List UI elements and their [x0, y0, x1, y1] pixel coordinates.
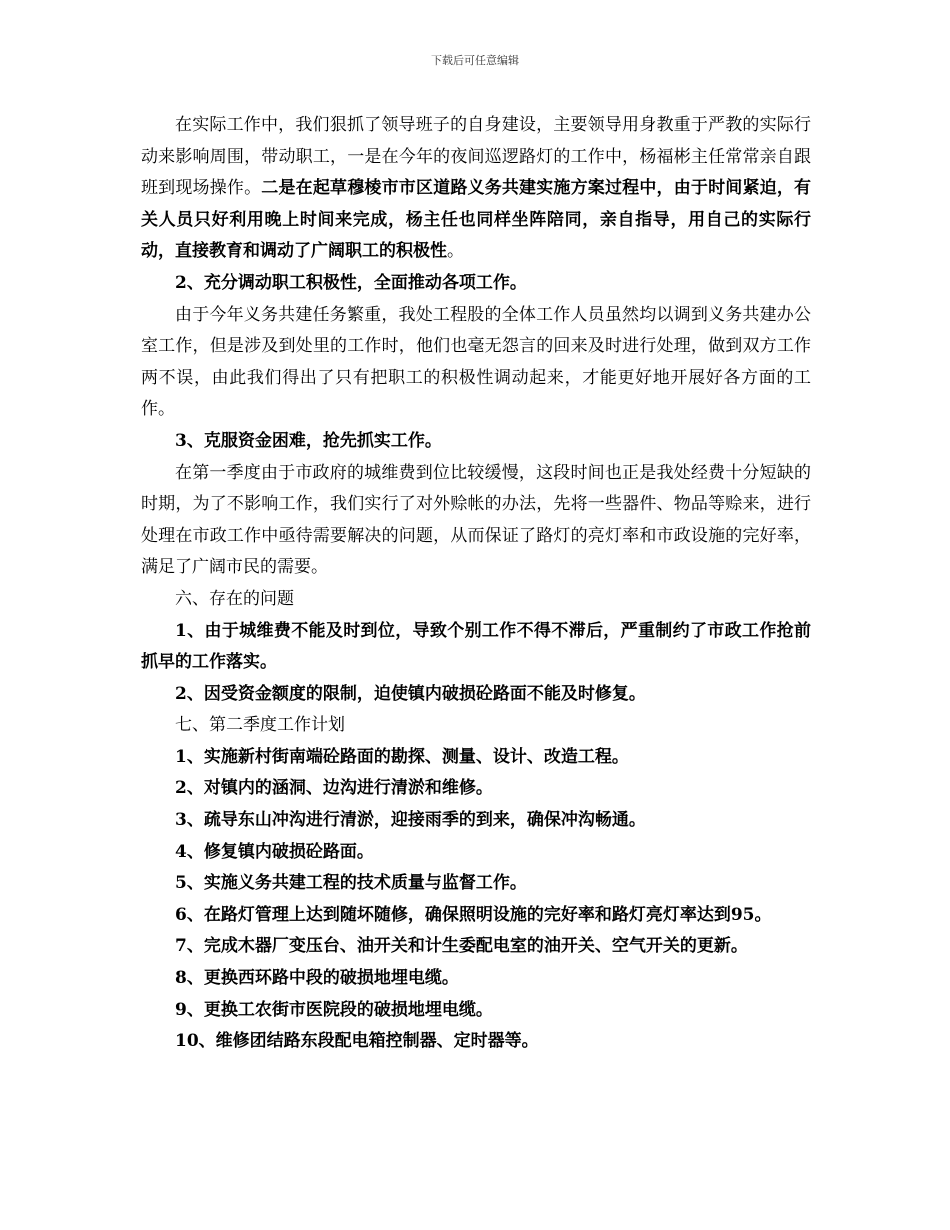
paragraph-funding: 在第一季度由于市政府的城维费到位比较缓慢，这段时间也正是我处经费十分短缺的时期，为了不影响工作，我们实行了对外赊帐的办法，先将一些器件、物品等赊来，进行处理在市政工作中亟待需要解决的问题，从而保证了路灯的亮灯率和市政设施的完好率，满足了广阔市民的需要。: [141, 462, 811, 578]
plan-item-8: 8、更换西环路中段的破损地埋电缆。: [175, 968, 459, 989]
paragraph-leadership: [141, 110, 811, 268]
plan-item-1: 1、实施新村街南端砼路面的勘探、测量、设计、改造工程。: [175, 746, 629, 767]
paragraph-text: 在实际工作中，我们狠抓了领导班子的自身建设，主要领导用身教重于严教的实际行动来影响周围，带动职工，一是在今年的夜间巡逻路灯的工作中，杨福彬主任常常亲自跟班到现场操作。: [141, 115, 811, 199]
paragraph-bold-text: 二是在起草穆棱市市区道路义务共建实施方案过程中，由于时间紧迫，有关人员只好利用晚上时间来完成，杨主任也同样坐阵陪同，亲自指导，用自己的实际行动，直接教育和调动了广阔职工的积极性: [141, 178, 812, 262]
problem-item-1: 1、由于城维费不能及时到位，导致个别工作不得不滞后，严重制约了市政工作抢前抓早的工作落实。: [141, 620, 811, 673]
page-header: 下载后可任意编辑: [431, 54, 519, 67]
section-heading-plan: 七、第二季度工作计划: [175, 715, 345, 736]
plan-item-3: 3、疏导东山冲沟进行清淤，迎接雨季的到来，确保冲沟畅通。: [175, 810, 646, 831]
plan-item-9: 9、更换工农街市医院段的破损地埋电缆。: [175, 999, 493, 1020]
section-heading-2: 2、充分调动职工积极性，全面推动各项工作。: [175, 272, 527, 293]
plan-item-5: 5、实施义务共建工程的技术质量与监督工作。: [175, 873, 527, 894]
paragraph-tail: 。: [447, 241, 464, 262]
plan-item-6: 6、在路灯管理上达到随坏随修，确保照明设施的完好率和路灯亮灯率达到95。: [175, 904, 772, 925]
paragraph-staff: 由于今年义务共建任务繁重，我处工程股的全体工作人员虽然均以调到义务共建办公室工作，但是涉及到处里的工作时，他们也毫无怨言的回来及时进行处理，做到双方工作两不误，由此我们得出了只有把职工的积极性调动起来，才能更好地开展好各方面的工作。: [141, 304, 811, 420]
plan-item-10: 10、维修团结路东段配电箱控制器、定时器等。: [175, 1031, 539, 1052]
plan-item-4: 4、修复镇内破损砼路面。: [175, 841, 374, 862]
problem-item-2: 2、因受资金额度的限制，迫使镇内破损砼路面不能及时修复。: [175, 683, 646, 704]
section-heading-problems: 六、存在的问题: [175, 588, 294, 609]
plan-item-7: 7、完成木器厂变压台、油开关和计生委配电室的油开关、空气开关的更新。: [175, 936, 748, 957]
document-body: [141, 110, 811, 1058]
section-heading-3: 3、克服资金困难，抢先抓实工作。: [175, 430, 442, 451]
plan-item-2: 2、对镇内的涵洞、边沟进行清淤和维修。: [175, 778, 493, 799]
